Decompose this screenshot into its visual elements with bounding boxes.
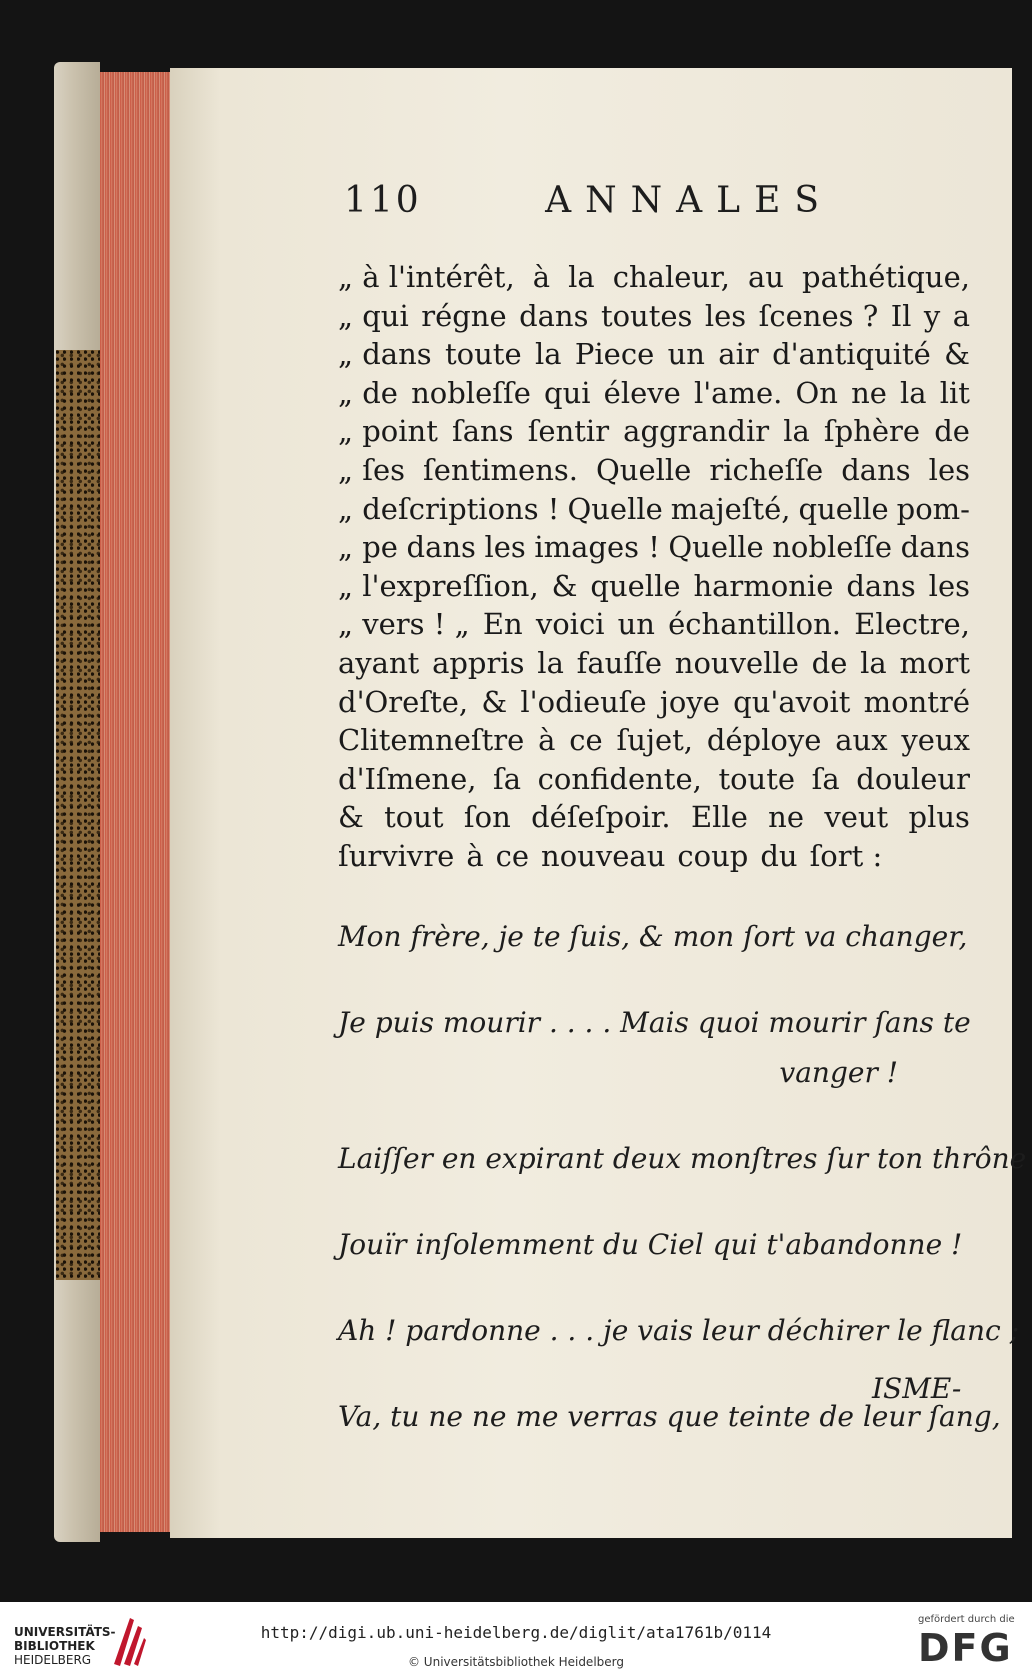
copyright-notice: © Universitätsbibliothek Heidelberg: [407, 1655, 624, 1669]
prose-word: dans: [519, 298, 589, 333]
prose-word: Electre,: [854, 607, 970, 642]
prose-word: Quelle: [596, 452, 692, 487]
prose-word: à: [532, 260, 551, 294]
prose-word: d'antiquité: [772, 337, 931, 372]
prose-word: du: [760, 838, 798, 873]
prose-word: voici: [535, 607, 605, 642]
prose-word: Il: [890, 298, 912, 333]
prose-word: confidente,: [537, 761, 702, 796]
prose-word: „ ſes: [338, 452, 406, 487]
prose-word: mort: [899, 645, 970, 680]
prose-word: régne: [421, 298, 507, 333]
prose-word: „ deſcriptions !: [338, 491, 560, 526]
prose-word: quelle: [590, 568, 681, 603]
prose-word: nobleſſe: [772, 530, 893, 565]
prose-word: ſort :: [809, 838, 883, 873]
prose-word: On: [795, 375, 838, 410]
prose-word: dans: [841, 452, 911, 487]
prose-word: la: [534, 337, 562, 372]
prose-word: tout: [384, 800, 444, 835]
prose-word: dans: [846, 568, 916, 603]
prose-word: En: [482, 607, 523, 642]
prose-word: pathétique,: [802, 260, 970, 294]
prose-word: ce: [495, 838, 530, 873]
verse-line: Va, tu ne ne me verras que teinte de leur ſang,: [338, 1400, 1001, 1433]
prose-word: ſa: [493, 761, 522, 796]
prose-word: plus: [908, 800, 970, 835]
prose-word: dans: [406, 530, 476, 565]
prose-word: ne: [851, 375, 887, 410]
prose-word: y: [923, 298, 941, 333]
prose-word: ſentimens.: [423, 452, 578, 487]
prose-word: „ dans: [338, 337, 432, 372]
prose-word: „ qui: [338, 298, 409, 333]
prose-word: quelle: [798, 491, 889, 526]
prose-word: &: [481, 684, 508, 719]
prose-word: d'Oreſte,: [338, 684, 469, 719]
prose-line: [338, 451, 970, 490]
prose-word: la: [783, 414, 810, 449]
prose-line: [338, 837, 970, 876]
prose-line: [338, 760, 970, 799]
catchword: ISME-: [872, 1372, 962, 1405]
prose-word: ſphère: [823, 414, 921, 449]
prose-word: échantillon.: [668, 607, 842, 642]
prose-word: appris: [432, 645, 525, 680]
prose-line: [338, 412, 970, 451]
prose-word: montré: [863, 684, 970, 719]
prose-word: éleve: [603, 375, 681, 410]
prose-word: un: [667, 337, 705, 372]
prose-word: ſurvivre: [338, 838, 455, 873]
prose-word: „ vers ! „: [338, 607, 470, 642]
verse-line: Ah ! pardonne . . . je vais leur déchirer le flanc ;: [338, 1314, 1020, 1347]
prose-word: ayant: [338, 645, 420, 680]
funder-note: gefördert durch die: [918, 1614, 1015, 1625]
prose-word: richeſſe: [709, 452, 824, 487]
running-head: ANNALES: [545, 180, 834, 221]
prose-line: [338, 490, 970, 529]
prose-word: toute: [445, 337, 522, 372]
prose-word: nobleſſe: [411, 375, 531, 410]
prose-word: Elle: [690, 800, 748, 835]
prose-word: Quelle: [567, 491, 663, 526]
prose-word: les: [928, 452, 970, 487]
prose-line: [338, 644, 970, 683]
prose-word: déſeſpoir.: [531, 800, 671, 835]
prose-line: [338, 605, 970, 644]
prose-word: un: [617, 607, 655, 642]
verse-line: Je puis mourir . . . . Mais quoi mourir ſans te: [338, 1006, 971, 1039]
prose-word: qu'avoit: [733, 684, 851, 719]
prose-word: l'ame.: [693, 375, 783, 410]
prose-word: de: [811, 645, 848, 680]
library-city: HEIDELBERG: [14, 1653, 92, 1667]
prose-line: [338, 567, 970, 606]
prose-word: &: [338, 800, 364, 835]
page-header: [344, 180, 833, 221]
prose-line: [338, 683, 970, 722]
prose-word: les: [704, 298, 747, 333]
prose-word: fauſſe: [576, 645, 662, 680]
prose-word: aux: [835, 723, 888, 758]
prose-word: Clitemneſtre: [338, 723, 525, 758]
prose-word: la: [860, 645, 887, 680]
prose-word: la: [900, 375, 927, 410]
prose-word: ce: [569, 723, 603, 758]
prose-word: au: [748, 260, 784, 294]
library-name-line: BIBLIOTHEK: [14, 1639, 95, 1653]
prose-word: &: [551, 568, 578, 603]
marbled-cover: [56, 350, 100, 1280]
prose-word: yeux: [901, 723, 970, 758]
prose-line: [338, 528, 970, 567]
prose-line: [338, 798, 970, 837]
prose-word: majeſté,: [670, 491, 791, 526]
prose-line: [338, 258, 970, 297]
prose-word: coup: [677, 838, 749, 873]
prose-word: Quelle: [668, 530, 764, 565]
prose-word: toutes: [600, 298, 693, 333]
prose-word: dans: [900, 530, 970, 565]
verse-line: Laiſſer en expirant deux monſtres ſur ton thrône: [338, 1142, 1027, 1175]
prose-word: ſcenes ?: [758, 298, 879, 333]
prose-word: a: [952, 298, 970, 333]
prose-word: „ point: [338, 414, 438, 449]
prose-word: air: [718, 337, 759, 372]
red-page-edges: [100, 72, 172, 1532]
prose-word: l'odieuſe: [520, 684, 647, 719]
prose-word: à: [538, 723, 556, 758]
prose-word: qui: [544, 375, 591, 410]
verse-line-continuation: vanger !: [779, 1056, 898, 1089]
prose-word: les: [484, 530, 526, 565]
prose-word: à: [466, 838, 484, 873]
prose-word: d'Iſmene,: [338, 761, 477, 796]
prose-word: veut: [824, 800, 889, 835]
page-number: 110: [344, 180, 422, 221]
prose-word: ne: [768, 800, 805, 835]
prose-line: [338, 374, 970, 413]
prose-line: [338, 297, 970, 336]
prose-word: les: [928, 568, 970, 603]
prose-word: Piece: [574, 337, 655, 372]
prose-word: ſentir: [527, 414, 610, 449]
prose-word: images !: [534, 530, 660, 565]
prose-word: de: [934, 414, 970, 449]
prose-word: la: [568, 260, 595, 294]
prose-word: ſon: [463, 800, 511, 835]
prose-word: harmonie: [693, 568, 834, 603]
prose-word: „ de: [338, 375, 398, 410]
prose-word: chaleur,: [612, 260, 730, 294]
prose-word: pom-: [896, 491, 970, 526]
permalink-url[interactable]: http://digi.ub.uni-heidelberg.de/diglit/ata1761b/0114: [260, 1623, 772, 1642]
prose-word: déploye: [706, 723, 822, 758]
prose-word: aggrandir: [623, 414, 770, 449]
prose-text: [338, 258, 970, 876]
dfg-logo: DFG: [918, 1626, 1013, 1670]
prose-word: la: [537, 645, 564, 680]
verse-line: Mon frère, je te ſuis, & mon ſort va changer,: [338, 920, 968, 953]
prose-word: ſa: [811, 761, 840, 796]
prose-word: lit: [939, 375, 970, 410]
prose-word: „ pe: [338, 530, 398, 565]
prose-line: [338, 335, 970, 374]
prose-word: ſans: [451, 414, 514, 449]
prose-word: joye: [659, 684, 720, 719]
library-name-line: UNIVERSITÄTS-: [14, 1625, 116, 1639]
prose-word: toute: [718, 761, 796, 796]
prose-word: &: [944, 337, 970, 372]
prose-word: „ à l'intérêt,: [338, 260, 515, 294]
prose-word: ſujet,: [616, 723, 693, 758]
prose-word: nouveau: [541, 838, 666, 873]
prose-line: [338, 721, 970, 760]
verse-line: Jouïr inſolemment du Ciel qui t'abandonne !: [338, 1228, 963, 1261]
prose-word: „ l'expreſſion,: [338, 568, 539, 603]
prose-word: douleur: [856, 761, 970, 796]
prose-word: nouvelle: [674, 645, 799, 680]
